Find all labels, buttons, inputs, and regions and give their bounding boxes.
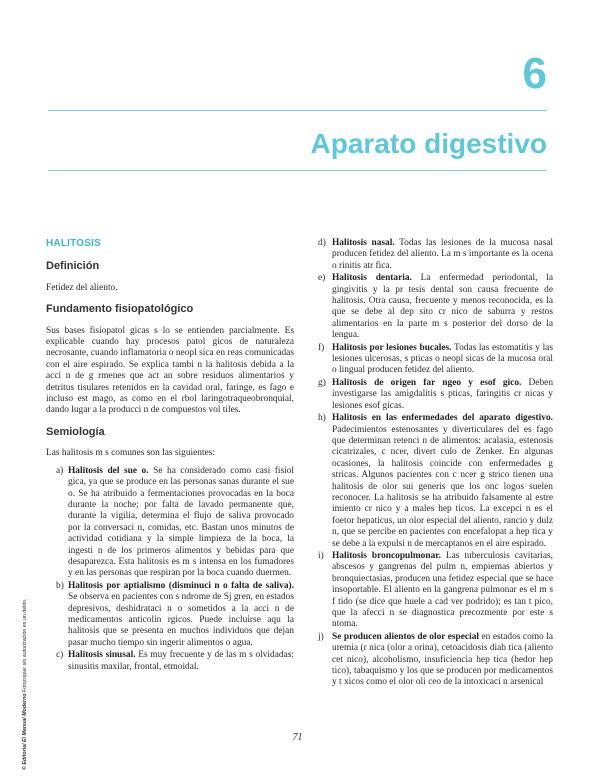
list-item-text: en estados como la uremia (r nica (olor a orina), cetoacidosis diab tica (aliento cet nico), alcoholismo, insuficiencia hep tica (hedor hep tico), tabaquismo y los que se producen por medicamentos y t xicos como el olor oli ceo de la intoxicaci n arsenical <box>332 631 553 688</box>
list-item <box>318 378 553 412</box>
list-item-title: Halitosis dentaria. <box>332 273 412 284</box>
list-item-text: Las tuberculosis cavitarias, abscesos y gangrenas del pulm n, empiemas abiertos y bronquiectasias, producen una fetidez especial que se hace insoportable. El aliento en la gangrena pulmonar es el m s f tido (se dice que huele a cad ver podrido); es tan t pico, que la afecci n se diagnostica precozmente por este s ntoma. <box>332 550 553 630</box>
halitosis-list-left <box>46 466 294 673</box>
list-marker: h) <box>318 413 326 424</box>
list-marker: a) <box>56 465 64 476</box>
list-item <box>46 581 294 649</box>
list-item-title: Halitosis nasal. <box>332 238 395 248</box>
list-item-text: Todas las estomatitis y las lesiones ulcerosas, s pticas o neopl sicas de la mucosa oral o lingual producen fetidez del aliento. <box>332 342 553 376</box>
list-item-title: Se producen alientos de olor especial <box>332 631 479 642</box>
header-rule-bottom <box>48 170 547 171</box>
fundamento-text: Sus bases fisiopatol gicas s lo se entienden parcialmente. Es explicable cuando hay procesos patol gicos de naturaleza necrosante, cuando inflamatoria o neopl sica en reas comunicadas con el aire espirado. Se explica tambi n la halitosis debida a la acci n de g rmenes que act an sobre residuos alimentarios y detritus tisulares retenidos en la cavidad oral, faringe, es fago e incluso est mago, as como en el rbol laringotraqueobronquial, dando lugar a la producci n de compuestos vol tiles. <box>46 325 294 416</box>
list-item <box>318 551 553 631</box>
chapter-title: Aparato digestivo <box>310 128 547 159</box>
copyright-notice <box>22 599 28 770</box>
list-marker: c) <box>56 650 64 661</box>
list-item-title: Halitosis de origen far ngeo y esof gico. <box>332 377 522 388</box>
definition-text: Fetidez del aliento. <box>46 282 118 293</box>
list-marker: d) <box>318 238 326 248</box>
copyright-publisher: © Editorial El Manual Moderno <box>22 693 28 770</box>
list-item-title: Halitosis por aptialismo (disminuci n o falta de saliva). <box>68 580 294 591</box>
list-item-text: Deben investigarse las amigdalitis s pticas, faringitis cr nicas y lesiones esof gicas. <box>332 377 554 411</box>
list-item-title: Halitosis en las enfermedades del aparato digestivo. <box>332 413 553 424</box>
list-item-text: Padecimientos estenosantes y diverticulares del es fago que determinan retenci n de alimentos: acalasia, estenosis cicatrizales, c ncer, divert culo de Zenker. En algunas ocasiones, la halitosis coincide con enfermedades g stricas. Algunos pacientes con c ncer g strico tienen una halitosis de olor sui generis que los onc logos suelen reconocer. La halitosis se ha atribuido falsamente al estre imiento cr nico y a males hep ticos. La excepci n es el foetor hepaticus, un olor especial del aliento, rancio y dulz n, que se percibe en pacientes con encefalopat a hep tica y se debe a la expulsi n de mercaptanos en el aire espirado. <box>332 424 553 549</box>
list-item <box>318 238 553 272</box>
list-item <box>318 632 553 689</box>
list-item-text: Se ha considerado como casi fisiol gica, ya que se produce en las personas sanas durante el sue o. Se ha atribuido a fermentaciones provocadas en la boca durante la noche; por falta de lavado permanente que, durante la vigilia, determina el flujo de saliva provocado por la conversaci n, comidas, etc. Bastan unos minutos de actividad cotidiana y la simple limpieza de la boca, la ingesti n de los primeros alimentos y bebidas para que desaparezca. Esta halitosis es m s intensa en los fumadores y en las personas que respiran por la boca cuando duermen. <box>68 465 294 579</box>
list-item <box>318 413 553 550</box>
list-marker: i) <box>318 550 324 561</box>
section-title: HALITOSIS <box>46 238 101 249</box>
list-item-title: Halitosis del sue o. <box>68 465 149 476</box>
list-marker: j) <box>318 631 324 642</box>
list-marker: f) <box>318 342 325 353</box>
left-column <box>46 238 294 674</box>
list-item <box>46 466 294 580</box>
list-item-title: Halitosis por lesiones bucales. <box>332 342 452 353</box>
list-item <box>318 343 553 377</box>
list-item-text: Es muy frecuente y de las m s olvidadas: sinusitis maxilar, frontal, etmoidal. <box>68 650 294 672</box>
halitosis-list-right <box>318 238 553 689</box>
list-marker: b) <box>56 580 64 591</box>
list-item-title: Halitosis sinusal. <box>68 650 136 661</box>
list-item-text: La enfermedad periodontal, la gingivitis y la pr tesis dental son causa frecuente de halitosis. Otra causa, frecuente y menos reconocida, es la que se debe al dep sito cr nico de saburra y restos alimentarios en la parte m s posterior del dorso de la lengua. <box>332 273 553 341</box>
definition-heading: Definición <box>46 260 100 273</box>
page-number: 71 <box>292 732 303 743</box>
fundamento-heading: Fundamento fisiopatológico <box>46 303 194 316</box>
list-item-text: Se observa en pacientes con s ndrome de Sj gren, en estados depresivos, deshidrataci n o sometidos a la acci n de medicamentos anticolin rgicos. Puede incluirse aqu la halitosis que se presenta en muchos individuos que dejan pasar mucho tiempo sin ingerir alimentos o agua. <box>68 592 294 648</box>
header-rule-top <box>48 110 547 111</box>
list-item-title: Halitosis broncopulmonar. <box>332 550 441 561</box>
copyright-text: Fotocopiar sin autorización es un delito. <box>22 598 28 694</box>
semiologia-intro: Las halitosis m s comunes son las siguientes: <box>46 448 215 459</box>
list-marker: g) <box>318 377 326 388</box>
semiologia-heading: Semiología <box>46 425 105 438</box>
list-item <box>318 273 553 341</box>
list-item-text: Todas las lesiones de la mucosa nasal producen fetidez del aliento. La m s importante es la ocena o rinitis atr fica. <box>332 238 554 271</box>
right-column <box>318 238 553 690</box>
list-item <box>46 650 294 673</box>
list-marker: e) <box>318 273 326 284</box>
chapter-number: 6 <box>522 49 547 98</box>
